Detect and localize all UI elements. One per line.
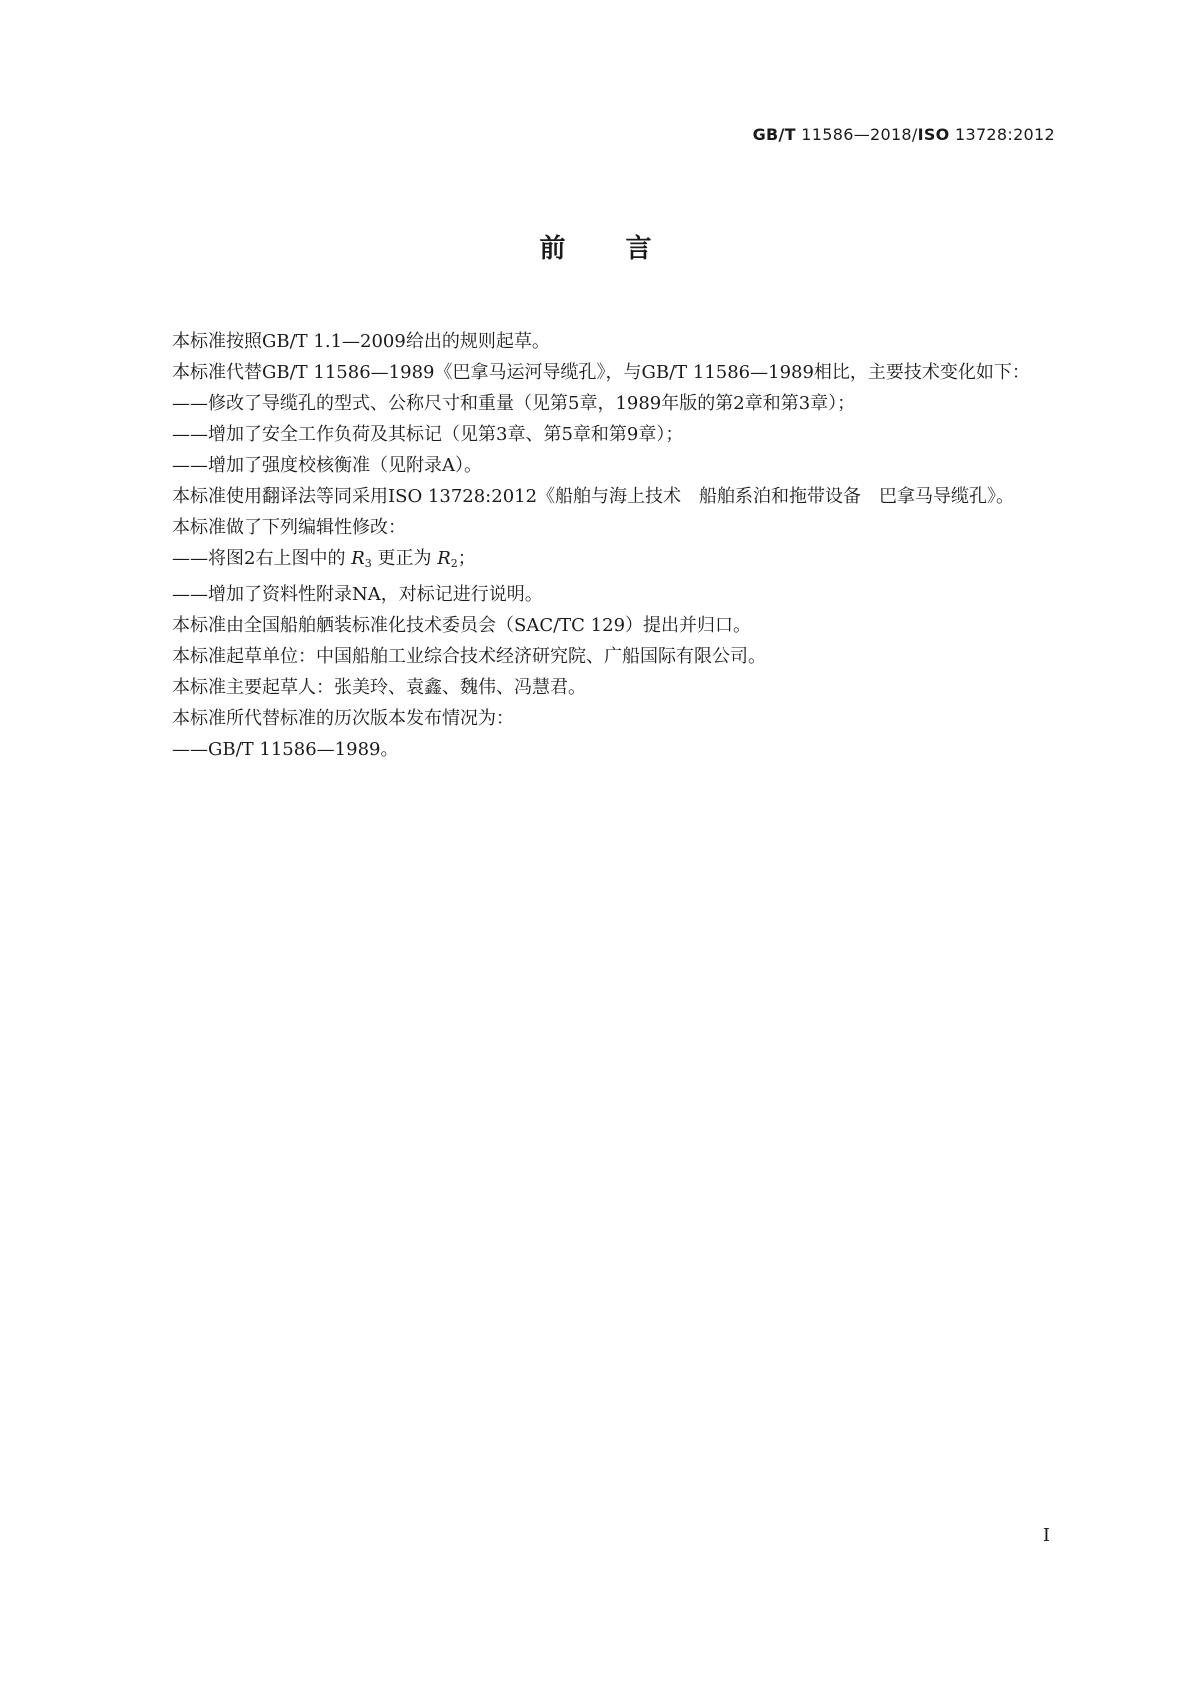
paragraph-previous-editions: 本标准所代替标准的历次版本发布情况为：	[172, 708, 514, 729]
header-gb-number: 11586—2018/	[795, 125, 918, 144]
paragraph-drafting-rules: 本标准按照GB/T 1.1—2009给出的规则起草。	[172, 331, 550, 352]
document-header	[753, 125, 1055, 144]
list-item-editorial-2: ——增加了资料性附录NA，对标记进行说明。	[172, 584, 543, 605]
list-item-change-2: ——增加了安全工作负荷及其标记（见第3章、第5章和第9章）；	[172, 424, 684, 445]
paragraph-replaces: 本标准代替GB/T 11586—1989《巴拿马运河导缆孔》，与GB/T 11586—1989相比，主要技术变化如下：	[172, 362, 1030, 383]
paragraph-proposed-by: 本标准由全国船舶舾装标准化技术委员会（SAC/TC 129）提出并归口。	[172, 615, 752, 636]
list-item-change-1: ——修改了导缆孔的型式、公称尺寸和重量（见第5章，1989年版的第2章和第3章）；	[172, 393, 856, 414]
symbol-r2: R	[437, 548, 451, 569]
header-iso: ISO	[917, 125, 950, 144]
subscript-2: 2	[450, 557, 458, 570]
symbol-r3: R	[351, 548, 365, 569]
paragraph-adoption: 本标准使用翻译法等同采用ISO 13728:2012《船舶与海上技术 船舶系泊和拖带设备 巴拿马导缆孔》。	[172, 486, 1015, 507]
header-iso-number: 13728:2012	[949, 125, 1055, 144]
page-title: 前言	[539, 234, 712, 264]
page-number: I	[1042, 1525, 1050, 1546]
foreword-content	[136, 326, 1055, 765]
paragraph-editorial-changes: 本标准做了下列编辑性修改：	[172, 517, 406, 538]
editorial-1-text-b: 更正为	[377, 548, 432, 569]
header-gb: GB/T	[752, 125, 796, 144]
list-item-editorial-1	[136, 543, 1055, 579]
subscript-3: 3	[364, 557, 372, 570]
list-item-previous-edition: ——GB/T 11586—1989。	[172, 739, 399, 760]
list-item-change-3: ——增加了强度校核衡准（见附录A）。	[172, 455, 482, 476]
paragraph-drafting-units: 本标准起草单位：中国船舶工业综合技术经济研究院、广船国际有限公司。	[172, 646, 766, 667]
editorial-1-text-a: ——将图2右上图中的	[172, 548, 346, 569]
paragraph-drafters: 本标准主要起草人：张美玲、袁鑫、魏伟、冯慧君。	[172, 677, 586, 698]
editorial-1-text-c: ；	[457, 548, 476, 569]
